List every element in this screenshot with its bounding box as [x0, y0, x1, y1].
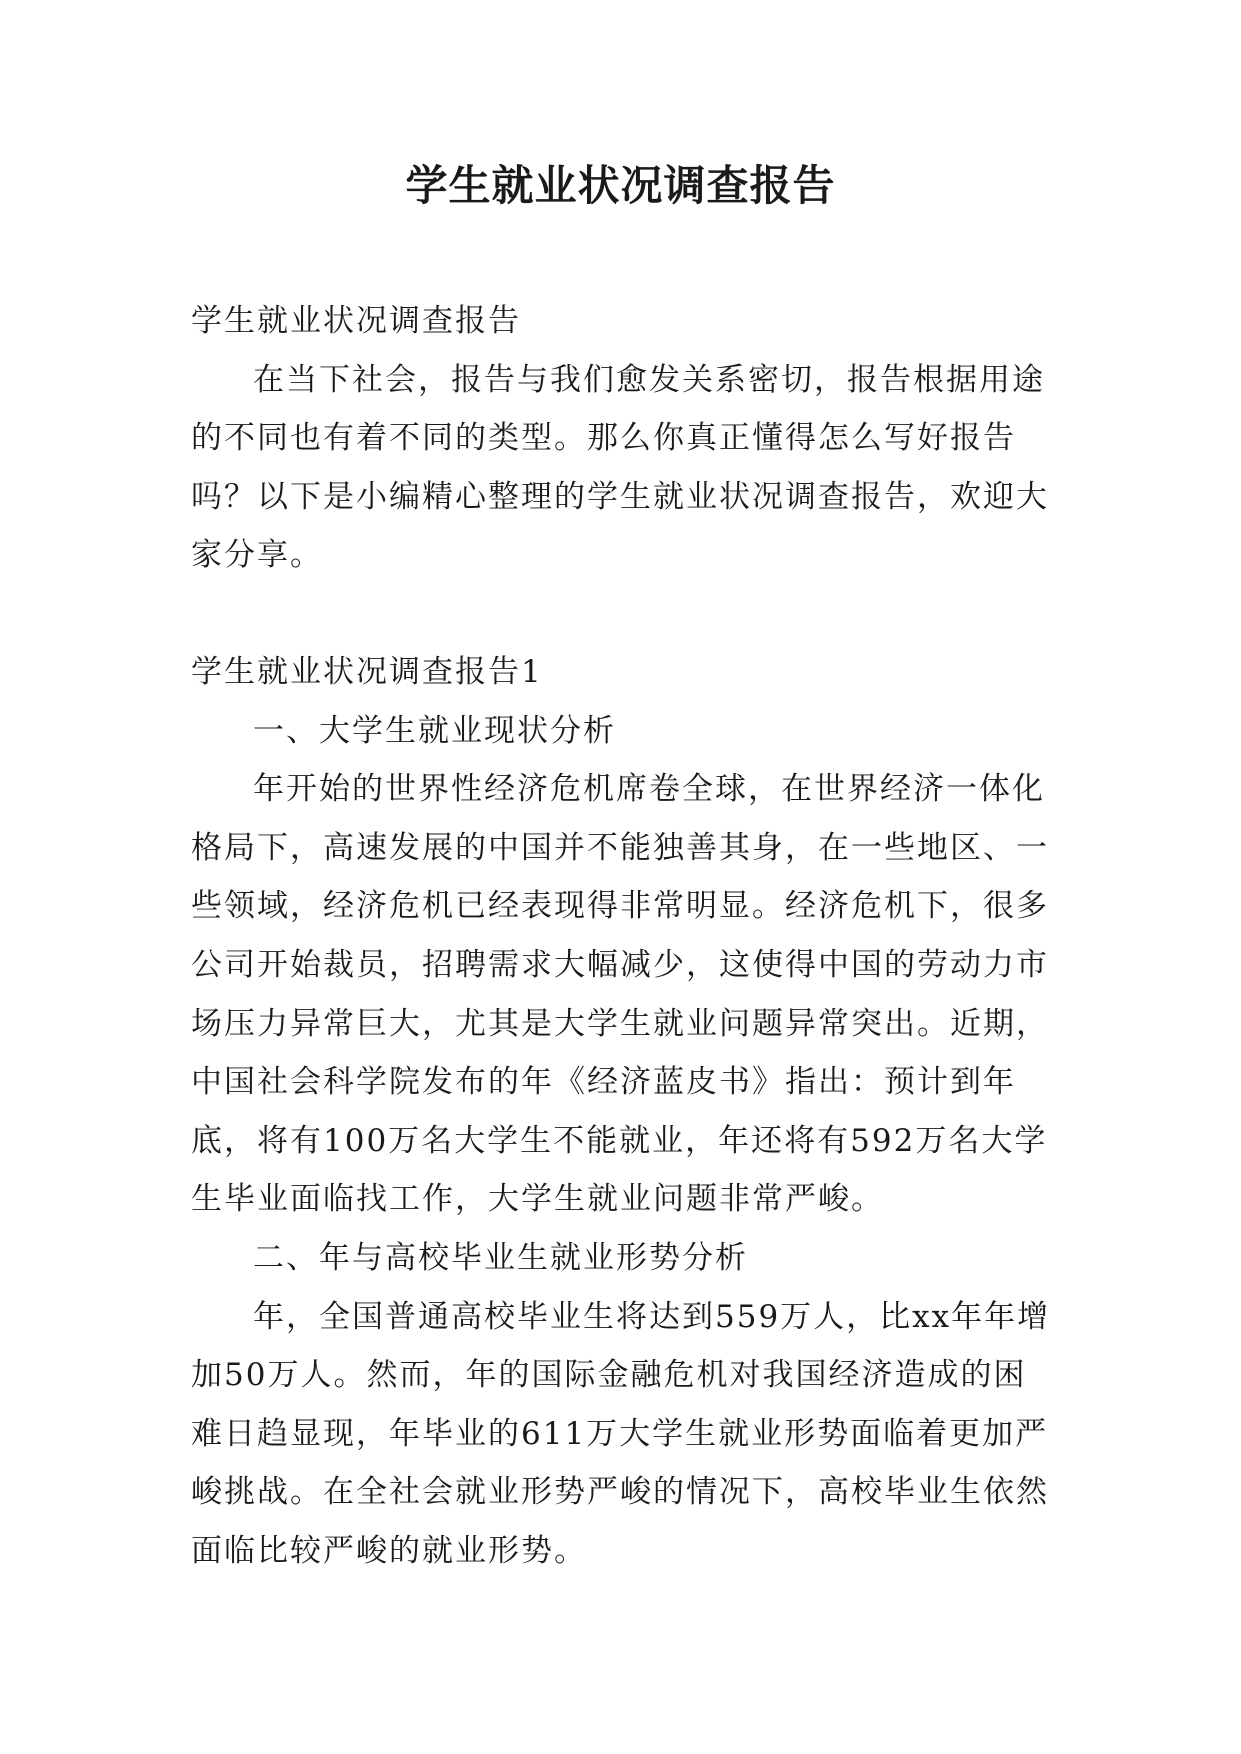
body-paragraph: 年，全国普通高校毕业生将达到559万人，比xx年年增加50万人。然而，年的国际金融危机对我国经济造成的困难日趋显现，年毕业的611万大学生就业形势面临着更加严峻挑战。在全社会就业形势严峻的情况下，高校毕业生依然面临比较严峻的就业形势。	[191, 1298, 1051, 1569]
intro-paragraph: 在当下社会，报告与我们愈发关系密切，报告根据用途的不同也有着不同的类型。那么你真正懂得怎么写好报告吗？以下是小编精心整理的学生就业状况调查报告，欢迎大家分享。	[191, 361, 1049, 574]
section-heading: 学生就业状况调查报告1	[191, 653, 543, 690]
document-title: 学生就业状况调查报告	[405, 161, 836, 210]
section-heading: 学生就业状况调查报告	[191, 303, 521, 339]
subsection-heading: 一、大学生就业现状分析	[253, 712, 616, 749]
subsection-heading: 二、年与高校毕业生就业形势分析	[253, 1239, 748, 1276]
document-body	[191, 292, 1051, 1580]
body-paragraph: 年开始的世界性经济危机席卷全球，在世界经济一体化格局下，高速发展的中国并不能独善其身，在一些地区、一些领域，经济危机已经表现得非常明显。经济危机下，很多公司开始裁员，招聘需求大幅减少，这使得中国的劳动力市场压力异常巨大，尤其是大学生就业问题异常突出。近期，中国社会科学院发布的年《经济蓝皮书》指出：预计到年底，将有100万名大学生不能就业，年还将有592万名大学生毕业面临找工作，大学生就业问题非常严峻。	[191, 771, 1049, 1218]
